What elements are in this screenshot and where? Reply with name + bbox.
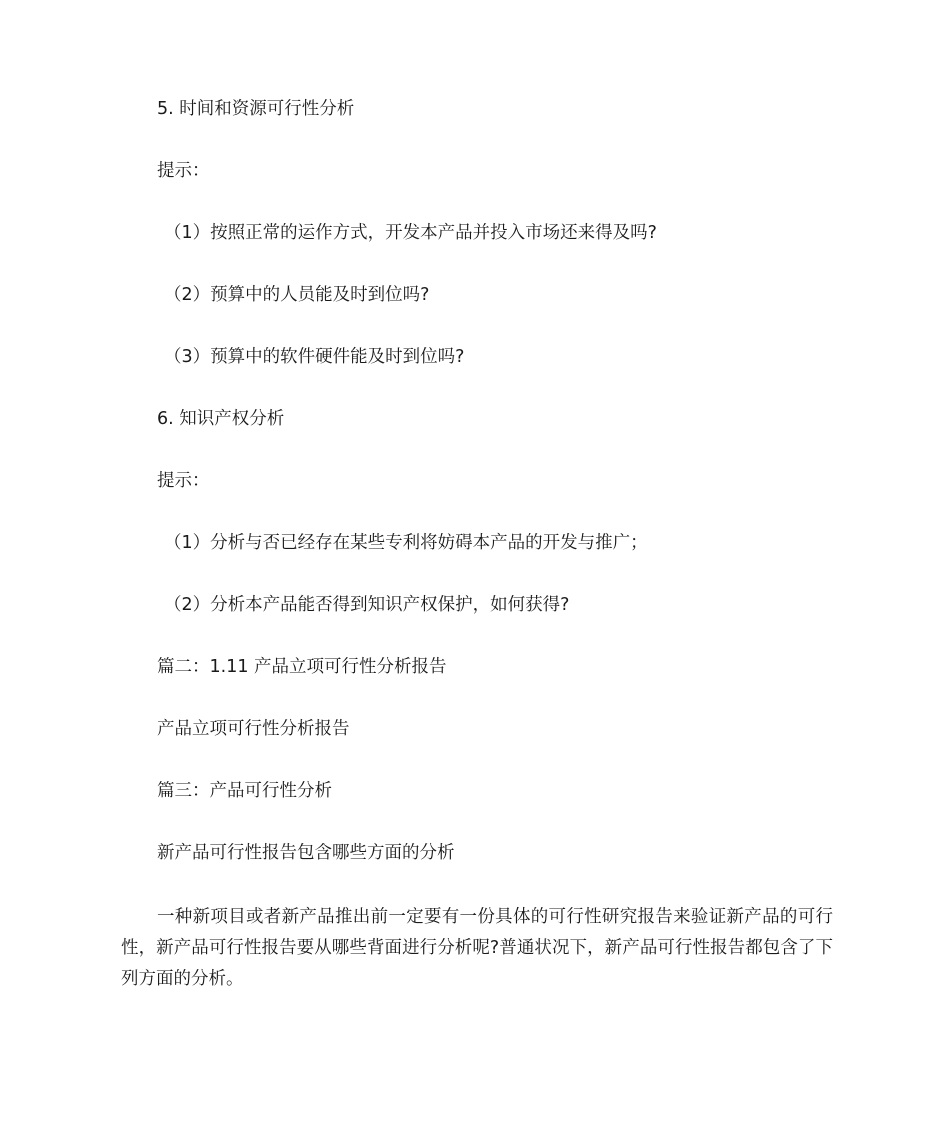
article-heading-3: 篇三：产品可行性分析 bbox=[157, 781, 332, 801]
section-heading-time-resources: 5. 时间和资源可行性分析 bbox=[157, 99, 355, 119]
hint-label: 提示： bbox=[157, 161, 210, 181]
hint-item: （1）分析与否已经存在某些专利将妨碍本产品的开发与推广； bbox=[164, 533, 648, 553]
hint-item: （1）按照正常的运作方式，开发本产品并投入市场还来得及吗? bbox=[164, 223, 657, 243]
article-subtitle: 产品立项可行性分析报告 bbox=[157, 719, 350, 739]
article-heading-2: 篇二：1.11 产品立项可行性分析报告 bbox=[157, 657, 447, 677]
hint-item: （2）分析本产品能否得到知识产权保护，如何获得? bbox=[164, 595, 570, 615]
body-paragraph: 一种新项目或者新产品推出前一定要有一份具体的可行性研究报告来验证新产品的可行性，新产品可行性报告要从哪些背面进行分析呢?普通状况下，新产品可行性报告都包含了下列方面的分析。 bbox=[121, 907, 833, 989]
section-heading-ip: 6. 知识产权分析 bbox=[157, 409, 285, 429]
article-subtitle: 新产品可行性报告包含哪些方面的分析 bbox=[157, 843, 455, 863]
hint-item: （2）预算中的人员能及时到位吗? bbox=[164, 285, 430, 305]
hint-item: （3）预算中的软件硬件能及时到位吗? bbox=[164, 347, 465, 367]
hint-label: 提示： bbox=[157, 471, 210, 491]
